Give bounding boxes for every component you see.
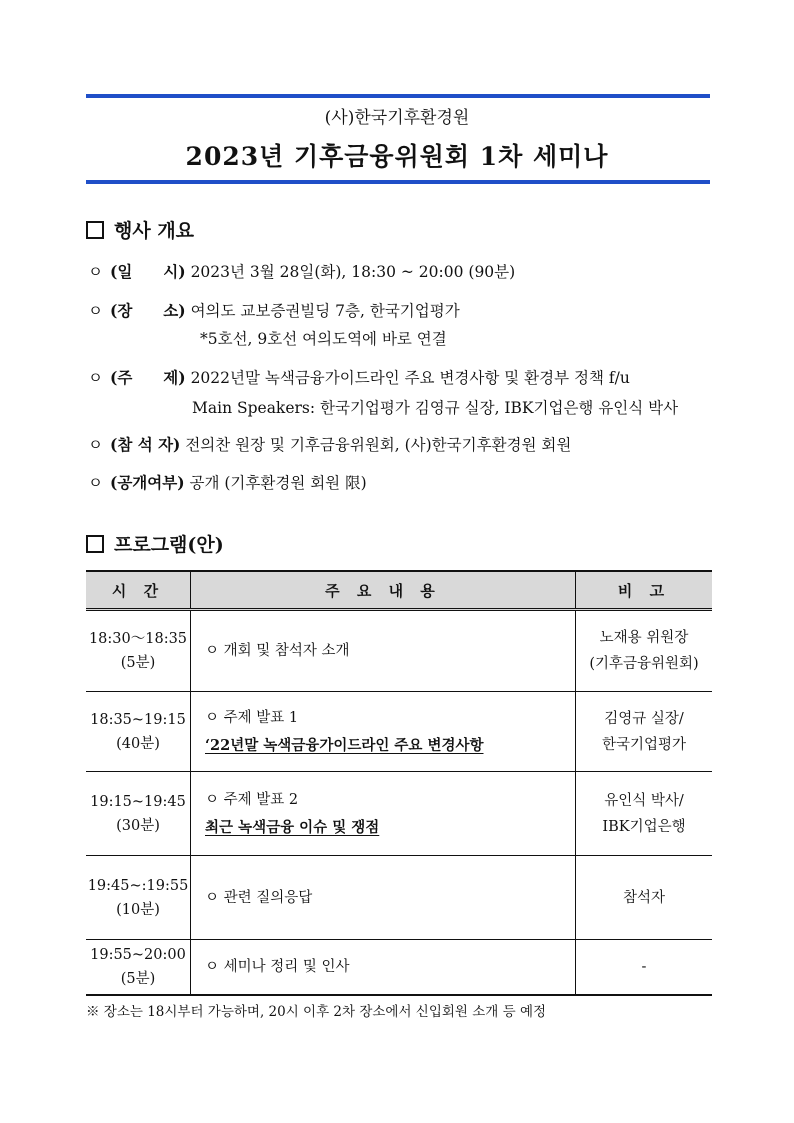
place-value: 여의도 교보증권빌딩 7층, 한국기업평가 — [190, 302, 460, 320]
time-cell — [86, 856, 191, 940]
section-title: 행사 개요 — [114, 220, 195, 242]
document-title: 2023년 기후금융위원회 1차 세미나 — [185, 142, 609, 171]
open-label: (공개여부) — [110, 473, 185, 492]
content-line: ㅇ 개회 및 참석자 소개 — [205, 643, 350, 659]
duration: (5분) — [120, 655, 156, 671]
date-label: (일 시) — [110, 262, 186, 281]
section-heading-overview — [86, 216, 194, 243]
bullet: ㅇ — [88, 474, 103, 492]
time-range: 18:35~19:15 — [90, 711, 186, 728]
table-row — [86, 856, 712, 940]
overview-date-row — [88, 260, 515, 282]
topic-label: (주 제) — [110, 368, 186, 387]
note-line: IBK기업은행 — [602, 818, 686, 835]
column-header-note: 비 고 — [576, 571, 713, 610]
table-row — [86, 772, 712, 856]
footnote: ※ 장소는 18시부터 가능하며, 20시 이후 2차 장소에서 신입회원 소개 등 예정 — [86, 1004, 547, 1020]
table-row — [86, 692, 712, 772]
duration: (10분) — [116, 901, 160, 918]
table-row — [86, 610, 712, 692]
note-cell — [576, 856, 713, 940]
place-note: *5호선, 9호선 여의도역에 바로 연결 — [200, 330, 447, 348]
overview-attendees-row — [88, 433, 571, 455]
organization-name: (사)한국기후환경원 — [324, 108, 470, 128]
content-cell — [191, 692, 576, 772]
overview-open-row — [88, 471, 367, 493]
duration: (30분) — [116, 817, 160, 834]
bullet: ㅇ — [88, 263, 103, 281]
bottom-rule — [86, 180, 710, 184]
attendees-value: 전의찬 원장 및 기후금융위원회, (사)한국기후환경원 회원 — [185, 436, 572, 454]
presentation-title: 최근 녹색금융 이슈 및 쟁점 — [205, 818, 380, 836]
overview-topic-row — [88, 366, 630, 388]
time-cell — [86, 692, 191, 772]
content-cell — [191, 940, 576, 995]
time-range: 19:55~20:00 — [90, 946, 186, 963]
bullet: ㅇ — [88, 369, 103, 387]
column-header-time: 시 간 — [86, 571, 191, 610]
note-line: - — [641, 958, 647, 975]
attendees-label: (참 석 자) — [110, 435, 181, 454]
content-cell — [191, 610, 576, 692]
open-value: 공개 (기후환경원 회원 限) — [189, 474, 367, 492]
topic-value: 2022년말 녹색금융가이드라인 주요 변경사항 및 환경부 정책 f/u — [190, 369, 630, 387]
content-cell — [191, 856, 576, 940]
table-header-row — [86, 571, 712, 610]
content-line: ㅇ 주제 발표 1 — [205, 709, 299, 726]
speakers-line: Main Speakers: 한국기업평가 김영규 실장, IBK기업은행 유인식 박사 — [192, 399, 679, 417]
note-cell — [576, 692, 713, 772]
section-heading-program — [86, 530, 224, 557]
duration: (5분) — [120, 970, 156, 987]
note-line: 참석자 — [622, 889, 666, 906]
note-line: 유인식 박사/ — [604, 792, 684, 809]
note-cell — [576, 610, 713, 692]
checkbox-square-icon — [86, 221, 104, 239]
column-header-content: 주 요 내 용 — [191, 571, 576, 610]
content-line: ㅇ 주제 발표 2 — [205, 791, 299, 808]
time-range: 19:15~19:45 — [90, 793, 186, 810]
program-table — [86, 570, 712, 996]
overview-place-row — [88, 299, 460, 321]
note-line: 김영규 실장/ — [604, 710, 684, 727]
presentation-title: ‘22년말 녹색금융가이드라인 주요 변경사항 — [205, 736, 484, 754]
section-title: 프로그램(안) — [114, 534, 224, 556]
time-cell — [86, 610, 191, 692]
top-rule — [86, 94, 710, 98]
bullet: ㅇ — [88, 436, 103, 454]
note-cell — [576, 772, 713, 856]
time-range: 19:45~:19:55 — [87, 877, 189, 894]
place-label: (장 소) — [110, 301, 186, 320]
content-cell — [191, 772, 576, 856]
content-line: ㅇ 세미나 정리 및 인사 — [205, 958, 350, 975]
checkbox-square-icon — [86, 535, 104, 553]
time-range: 18:30～18:35 — [88, 631, 188, 647]
note-line: 한국기업평가 — [601, 736, 687, 753]
content-line: ㅇ 관련 질의응답 — [205, 889, 313, 906]
note-line: 노재용 위원장 — [599, 630, 689, 646]
table-row — [86, 940, 712, 995]
date-value: 2023년 3월 28일(화), 18:30 ~ 20:00 (90분) — [190, 263, 516, 281]
note-cell — [576, 940, 713, 995]
duration: (40분) — [116, 735, 160, 752]
bullet: ㅇ — [88, 302, 103, 320]
time-cell — [86, 940, 191, 995]
time-cell — [86, 772, 191, 856]
note-line: (기후금융위원회) — [589, 656, 699, 672]
